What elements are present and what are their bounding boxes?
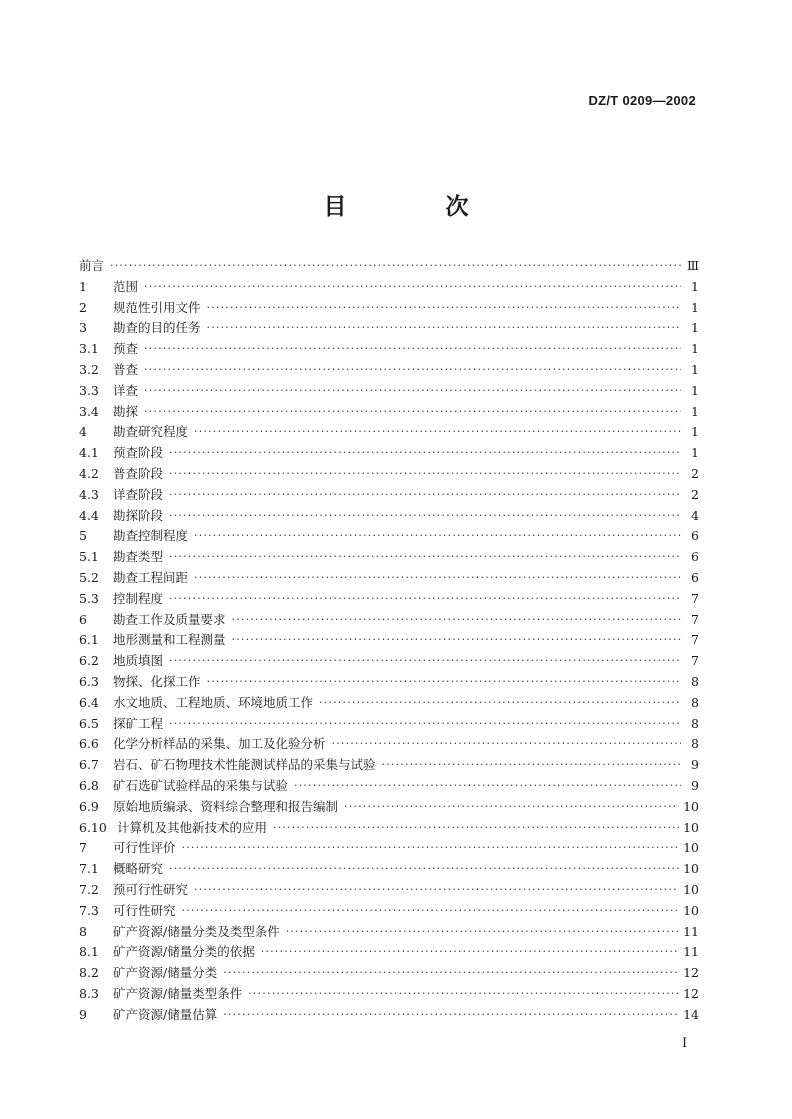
toc-entry[interactable] [79,339,699,360]
toc-entry-page: 7 [691,653,699,669]
table-of-contents [79,256,699,1025]
toc-entry-label: 原始地质编录、资料综合整理和报告编制 [113,798,339,814]
toc-entry-number: 3.1 [79,341,99,357]
toc-entry-label: 可行性评价 [113,840,176,856]
toc-entry-number: 7.2 [79,881,99,897]
toc-entry-page: 1 [691,424,699,440]
toc-entry-number: 3.2 [79,361,99,377]
toc-entry-page: 10 [683,902,699,918]
dot-leader [169,859,679,880]
toc-entry-page: 10 [683,861,699,877]
toc-entry[interactable] [79,838,699,859]
dot-leader [182,901,680,922]
dot-leader [194,568,681,589]
toc-entry-number: 3.4 [79,403,99,419]
dot-leader [144,277,681,298]
dot-leader [194,422,681,443]
toc-entry-page: 10 [683,798,699,814]
toc-entry[interactable] [79,443,699,464]
toc-entry-number: 8 [79,923,87,939]
toc-entry-number: 4.4 [79,507,99,523]
toc-entry[interactable] [79,277,699,298]
toc-entry-page: 1 [691,403,699,419]
dot-leader [207,298,681,319]
toc-entry-page: 14 [683,1006,699,1022]
toc-entry-label: 矿产资源/储量分类 [113,965,218,981]
toc-entry-number: 5.1 [79,549,99,565]
toc-entry-label: 矿产资源/储量估算 [113,1006,218,1022]
toc-entry-number: 4.1 [79,445,99,461]
toc-entry-number: 5 [79,528,87,544]
toc-entry[interactable] [79,610,699,631]
toc-entry-label: 探矿工程 [113,715,164,731]
toc-entry-number: 3.3 [79,382,99,398]
toc-entry-label: 勘探阶段 [113,507,164,523]
toc-entry[interactable] [79,672,699,693]
dot-leader [169,464,681,485]
toc-entry-page: 6 [691,569,699,585]
toc-entry[interactable] [79,963,699,984]
toc-entry-page: 1 [691,341,699,357]
toc-entry[interactable] [79,256,699,277]
toc-entry-number: 6.1 [79,632,99,648]
toc-entry-page: 12 [683,985,699,1001]
dot-leader [169,547,681,568]
toc-entry[interactable] [79,381,699,402]
toc-entry-page: 4 [691,507,699,523]
toc-entry-label: 详查阶段 [113,486,164,502]
toc-entry-number: 7.1 [79,861,99,877]
dot-leader [110,256,681,277]
toc-entry-number: 4.3 [79,486,99,502]
toc-entry-page: 9 [691,757,699,773]
toc-entry-number: 6.9 [79,798,99,814]
toc-entry-page: 1 [691,382,699,398]
toc-entry-page: 8 [691,715,699,731]
dot-leader [261,942,679,963]
toc-entry-page: 6 [691,549,699,565]
toc-entry-number: 1 [79,278,87,294]
toc-entry-label: 勘查类型 [113,549,164,565]
standard-code: DZ/T 0209—2002 [588,93,696,108]
dot-leader [169,443,681,464]
toc-entry[interactable] [79,797,699,818]
toc-entry[interactable] [79,589,699,610]
toc-entry[interactable] [79,880,699,901]
toc-entry[interactable] [79,568,699,589]
toc-entry-label: 地形测量和工程测量 [113,632,226,648]
toc-entry-page: 8 [691,673,699,689]
toc-entry-number: 9 [79,1006,87,1022]
toc-entry-label: 勘查控制程度 [113,528,189,544]
dot-leader [273,818,679,839]
toc-entry-label: 勘查的目的任务 [113,320,201,336]
toc-entry-number: 7.3 [79,902,99,918]
toc-entry-number: 6.3 [79,673,99,689]
toc-entry[interactable] [79,984,699,1005]
toc-entry-label: 矿产资源/储量分类及类型条件 [113,923,280,939]
toc-entry[interactable] [79,714,699,735]
dot-leader [232,610,681,631]
toc-entry-number: 3 [79,320,87,336]
toc-entry-page: 2 [691,486,699,502]
toc-entry-page: 8 [691,694,699,710]
toc-entry-number: 4.2 [79,465,99,481]
dot-leader [232,630,681,651]
toc-entry-number: 4 [79,424,87,440]
toc-entry-page: 1 [691,278,699,294]
toc-entry-number: 6.4 [79,694,99,710]
toc-entry-page: 2 [691,465,699,481]
dot-leader [207,318,681,339]
page-number: I [682,1036,688,1051]
toc-entry-number: 6 [79,611,87,627]
toc-entry-label: 可行性研究 [113,902,176,918]
dot-leader [169,506,681,527]
toc-entry-number: 5.3 [79,590,99,606]
toc-entry[interactable] [79,464,699,485]
toc-entry-page: 10 [683,819,699,835]
toc-entry-label: 普查 [113,361,139,377]
toc-entry-label: 矿产资源/储量分类的依据 [113,944,255,960]
dot-leader [144,360,681,381]
toc-entry-label: 矿产资源/储量类型条件 [113,985,243,1001]
dot-leader [182,838,680,859]
toc-entry-page: 11 [683,944,699,960]
toc-entry-label: 勘查工程间距 [113,569,189,585]
toc-entry-page: 9 [691,777,699,793]
toc-entry[interactable] [79,318,699,339]
toc-entry-page: 7 [691,611,699,627]
toc-entry-label: 地质填图 [113,653,164,669]
toc-entry[interactable] [79,526,699,547]
dot-leader [144,339,681,360]
toc-entry-page: 12 [683,965,699,981]
toc-entry[interactable] [79,818,699,839]
toc-entry-number: 6.5 [79,715,99,731]
toc-entry-page: 7 [691,590,699,606]
toc-entry-page: 11 [683,923,699,939]
toc-entry-page: Ⅲ [686,258,699,273]
dot-leader [382,755,681,776]
toc-entry-number: 8.3 [79,985,99,1001]
dot-leader [144,381,681,402]
dot-leader [207,672,681,693]
toc-entry[interactable] [79,651,699,672]
toc-entry[interactable] [79,547,699,568]
toc-entry[interactable] [79,630,699,651]
toc-entry-label: 控制程度 [113,590,164,606]
dot-leader [223,963,679,984]
toc-entry[interactable] [79,755,699,776]
toc-entry-label: 预查阶段 [113,445,164,461]
toc-entry-number: 5.2 [79,569,99,585]
dot-leader [169,485,681,506]
dot-leader [169,651,681,672]
dot-leader [332,734,681,755]
toc-entry-number: 6.10 [79,819,107,835]
dot-leader [194,526,681,547]
toc-entry[interactable] [79,402,699,423]
dot-leader [169,714,681,735]
toc-entry-number: 6.7 [79,757,99,773]
toc-entry-page: 6 [691,528,699,544]
toc-entry-page: 8 [691,736,699,752]
toc-entry-page: 1 [691,445,699,461]
toc-entry-label: 物探、化探工作 [113,673,201,689]
dot-leader [319,693,681,714]
toc-entry-page: 10 [683,881,699,897]
toc-entry-label: 岩石、矿石物理技术性能测试样品的采集与试验 [113,757,376,773]
toc-entry[interactable] [79,422,699,443]
dot-leader [248,984,679,1005]
toc-entry-label: 前言 [79,258,105,273]
toc-entry-label: 规范性引用文件 [113,299,201,315]
toc-entry[interactable] [79,922,699,943]
toc-entry-label: 概略研究 [113,861,164,877]
toc-entry-label: 勘查工作及质量要求 [113,611,226,627]
toc-entry-label: 勘探 [113,403,139,419]
toc-entry-number: 7 [79,840,87,856]
dot-leader [344,797,679,818]
dot-leader [144,402,681,423]
toc-entry-label: 矿石选矿试验样品的采集与试验 [113,777,289,793]
toc-entry-number: 6.2 [79,653,99,669]
toc-entry-number: 2 [79,299,87,315]
toc-entry-label: 水文地质、工程地质、环境地质工作 [113,694,314,710]
toc-entry-number: 8.2 [79,965,99,981]
toc-entry-number: 6.8 [79,777,99,793]
toc-entry[interactable] [79,901,699,922]
toc-entry[interactable] [79,734,699,755]
toc-entry-page: 10 [683,840,699,856]
dot-leader [286,922,679,943]
toc-entry-label: 计算机及其他新技术的应用 [117,819,268,835]
toc-entry[interactable] [79,776,699,797]
toc-entry-page: 1 [691,320,699,336]
toc-entry-label: 普查阶段 [113,465,164,481]
toc-entry-page: 1 [691,361,699,377]
toc-entry[interactable] [79,1005,699,1026]
toc-entry-page: 7 [691,632,699,648]
dot-leader [169,589,681,610]
toc-entry[interactable] [79,942,699,963]
toc-entry-label: 详查 [113,382,139,398]
toc-entry[interactable] [79,485,699,506]
toc-entry[interactable] [79,360,699,381]
dot-leader [294,776,681,797]
toc-entry[interactable] [79,298,699,319]
dot-leader [194,880,679,901]
toc-entry[interactable] [79,693,699,714]
toc-entry[interactable] [79,506,699,527]
toc-entry-number: 8.1 [79,944,99,960]
dot-leader [223,1005,679,1026]
toc-entry-label: 勘查研究程度 [113,424,189,440]
toc-entry-label: 预可行性研究 [113,881,189,897]
toc-entry-label: 范围 [113,278,139,294]
toc-entry-label: 预查 [113,341,139,357]
toc-entry-label: 化学分析样品的采集、加工及化验分析 [113,736,326,752]
toc-entry-page: 1 [691,299,699,315]
toc-entry-number: 6.6 [79,736,99,752]
page-title: 目 次 [323,194,507,220]
toc-entry[interactable] [79,859,699,880]
